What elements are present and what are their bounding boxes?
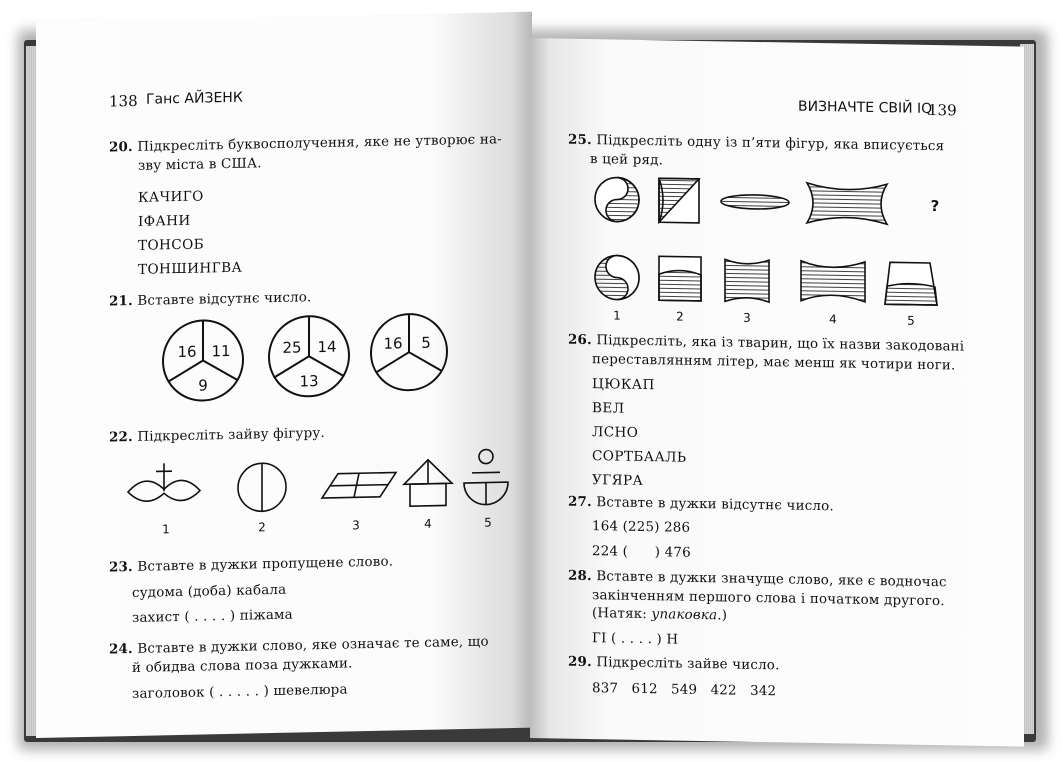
question-text-cont: в цей ряд.: [590, 152, 664, 169]
option: ВЕЛ: [592, 400, 625, 417]
circle-number: 14: [317, 337, 337, 357]
task-line: ГІ ( . . . . ) Н: [592, 631, 679, 648]
question-20: [109, 130, 502, 157]
question-number: 27.: [568, 493, 592, 511]
question-text-cont: зву міста в США.: [138, 156, 262, 174]
question-23: [109, 553, 393, 578]
question-text: Підкресліть, яка із тварин, що їх назви закодовані: [596, 333, 965, 355]
question-number: 20.: [109, 138, 133, 156]
task-line: захист ( . . . . ) піжама: [132, 607, 293, 626]
circle-number: 13: [299, 372, 319, 391]
circle-number: 16: [383, 334, 403, 353]
hint-word: упаковка: [651, 607, 718, 624]
question-text-cont: закінченням першого слова і початком другого.: [592, 588, 945, 610]
option: СОРТБААЛЬ: [592, 448, 687, 466]
circle-number: 9: [198, 376, 208, 395]
number-row: 837 612 549 422 342: [592, 681, 777, 700]
left-page: [36, 12, 532, 738]
circle-number: 5: [421, 333, 431, 352]
option: ТОНШИНГВА: [138, 259, 243, 278]
odd-figure-figure: [126, 442, 506, 540]
figure-label: 2: [258, 520, 266, 535]
question-text: Підкресліть одну із п’яти фігур, яка вписується: [596, 133, 945, 155]
figure-label: 1: [613, 308, 621, 323]
question-27: [568, 493, 834, 517]
figure-label: 1: [162, 522, 170, 537]
circle-number: 11: [211, 341, 231, 361]
question-text-cont: й обидва слова поза дужками.: [132, 656, 353, 676]
figure-label: 4: [424, 516, 432, 531]
question-hint: [592, 604, 727, 625]
question-number: 23.: [109, 558, 133, 576]
question-text: Підкресліть буквосполучення, яке не утворює на-: [137, 132, 502, 155]
figure-label: 3: [352, 518, 360, 533]
example-line: 164 (225) 286: [592, 519, 691, 536]
figure-label: 5: [484, 515, 492, 530]
question-text: Підкресліть зайву фігуру.: [137, 425, 325, 445]
question-number: 25.: [568, 131, 592, 149]
question-text: Вставте в дужки слово, яке означає те саме, що: [137, 634, 489, 657]
question-mark: ?: [930, 196, 940, 216]
figure-label: 2: [676, 309, 684, 324]
option: УГЯРА: [592, 472, 644, 489]
running-head: ВИЗНАЧТЕ СВІЙ IQ: [798, 98, 933, 118]
circle-number: 16: [177, 342, 197, 362]
option: КАЧИГО: [138, 188, 204, 206]
figure-label: 5: [907, 313, 915, 328]
task-line: 224 ( ) 476: [592, 544, 691, 561]
page-number: 139: [928, 100, 957, 120]
question-number: 22.: [109, 428, 133, 446]
question-number: 24.: [109, 640, 133, 658]
number-circles-figure: [161, 313, 461, 409]
question-number: 21.: [109, 292, 133, 310]
question-text: Вставте відсутнє число.: [137, 290, 312, 309]
question-text: Вставте в дужки відсутнє число.: [596, 495, 834, 515]
hint-prefix: (Натяк:: [592, 606, 652, 623]
question-22: [109, 424, 325, 448]
figure-label: 3: [743, 310, 751, 325]
question-text: Підкресліть зайве число.: [596, 655, 780, 674]
option: ІФАНИ: [138, 212, 191, 230]
question-29: [568, 653, 780, 676]
option: ТОНСОБ: [138, 236, 205, 254]
question-number: 29.: [568, 653, 592, 671]
option: ЛСНО: [592, 424, 639, 441]
hint-suffix: .): [717, 608, 728, 624]
question-number: 28.: [568, 567, 592, 585]
example-line: судома (доба) кабала: [132, 582, 287, 601]
right-page: [530, 38, 1024, 747]
figure-label: 4: [829, 312, 837, 327]
question-text-cont: переставлянням літер, має менш як чотири ноги.: [592, 352, 956, 374]
question-21: [109, 288, 311, 311]
series-figures: [595, 173, 955, 329]
running-head: Ганс АЙЗЕНК: [146, 89, 243, 108]
option: ЦЮКАП: [592, 376, 655, 394]
question-number: 26.: [568, 331, 592, 349]
question-text: Вставте в дужки пропущене слово.: [137, 554, 394, 575]
question-text: Вставте в дужки значуще слово, яке є водночас: [596, 569, 947, 591]
circle-number: 25: [282, 338, 302, 357]
task-line: заголовок ( . . . . . ) шевелюра: [132, 682, 348, 702]
page-number: 138: [109, 91, 138, 111]
